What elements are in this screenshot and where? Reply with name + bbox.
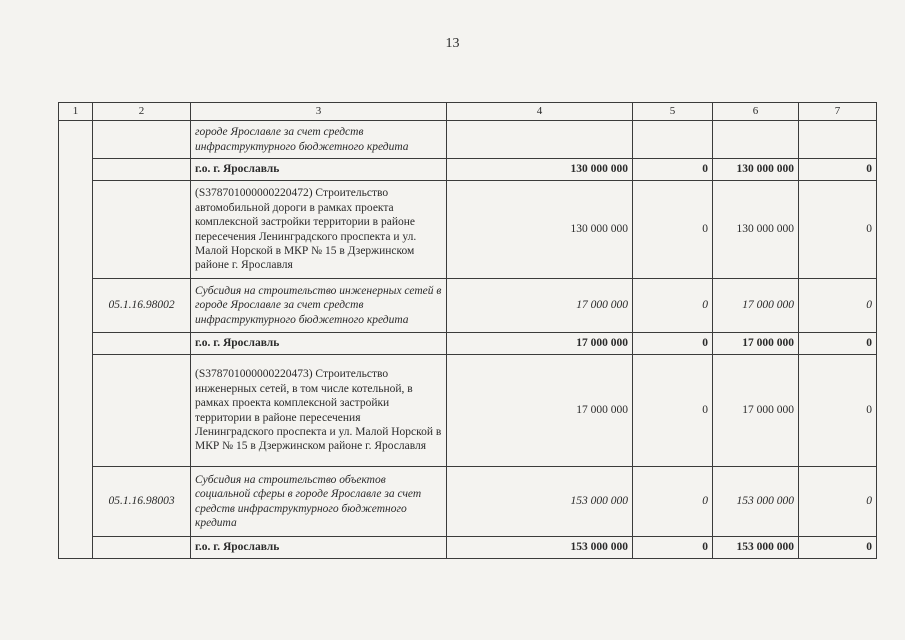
cell-col7: 0 [799,537,877,559]
table-row [59,537,877,559]
cell-description: (S378701000000220473) Строительство инженерных сетей, в том числе котельной, в рамках проекта комплексной застройки территории в районе пересечения Ленинградского проспекта и ул. Малой Норской в МКР № 15 в Дзержинском районе г. Ярославля [191,355,447,467]
cell-col6: 153 000 000 [713,537,799,559]
header-cell-3: 3 [191,103,447,121]
cell-col5 [633,121,713,159]
cell-col7: 0 [799,159,877,181]
table-row [59,121,877,159]
cell-col7: 0 [799,467,877,537]
cell-code [93,355,191,467]
cell-col7: 0 [799,333,877,355]
cell-description: г.о. г. Ярославль [191,537,447,559]
cell-col5: 0 [633,159,713,181]
header-cell-4: 4 [447,103,633,121]
cell-description: Субсидия на строительство объектов социальной сферы в городе Ярославле за счет средств инфраструктурного бюджетного кредита [191,467,447,537]
cell-code [93,121,191,159]
cell-col5: 0 [633,537,713,559]
cell-code: 05.1.16.98002 [93,279,191,333]
cell-col7: 0 [799,181,877,279]
cell-code [93,333,191,355]
header-cell-5: 5 [633,103,713,121]
header-row [59,103,877,121]
cell-col6: 130 000 000 [713,181,799,279]
cell-description: (S378701000000220472) Строительство автомобильной дороги в рамках проекта комплексной застройки территории в районе пересечения Ленинградского проспекта и ул. Малой Норской в МКР № 15 в Дзержинском районе г. Ярославля [191,181,447,279]
cell-col6 [713,121,799,159]
table-row [59,181,877,279]
cell-col4: 153 000 000 [447,537,633,559]
cell-col5: 0 [633,355,713,467]
cell-col5: 0 [633,333,713,355]
cell-col5: 0 [633,279,713,333]
cell-col4: 17 000 000 [447,355,633,467]
cell-col1 [59,121,93,559]
cell-col7: 0 [799,279,877,333]
table-row [59,355,877,467]
table-row [59,467,877,537]
cell-col6: 17 000 000 [713,279,799,333]
header-cell-2: 2 [93,103,191,121]
cell-col5: 0 [633,181,713,279]
cell-description: Субсидия на строительство инженерных сетей в городе Ярославле за счет средств инфраструктурного бюджетного кредита [191,279,447,333]
cell-col7: 0 [799,355,877,467]
cell-col6: 17 000 000 [713,333,799,355]
cell-code [93,181,191,279]
cell-col4: 17 000 000 [447,279,633,333]
header-cell-6: 6 [713,103,799,121]
cell-col4: 130 000 000 [447,159,633,181]
cell-code [93,159,191,181]
page-number: 13 [445,36,460,51]
table-row [59,279,877,333]
table-row [59,159,877,181]
budget-table [58,102,877,559]
cell-col4 [447,121,633,159]
header-cell-7: 7 [799,103,877,121]
cell-code [93,537,191,559]
cell-col5: 0 [633,467,713,537]
cell-col6: 17 000 000 [713,355,799,467]
cell-description: г.о. г. Ярославль [191,333,447,355]
cell-col6: 153 000 000 [713,467,799,537]
cell-col4: 17 000 000 [447,333,633,355]
cell-col6: 130 000 000 [713,159,799,181]
header-cell-1: 1 [59,103,93,121]
cell-code: 05.1.16.98003 [93,467,191,537]
cell-col4: 153 000 000 [447,467,633,537]
cell-col7 [799,121,877,159]
table-row [59,333,877,355]
cell-description: городе Ярославле за счет средств инфраструктурного бюджетного кредита [191,121,447,159]
cell-description: г.о. г. Ярославль [191,159,447,181]
cell-col4: 130 000 000 [447,181,633,279]
